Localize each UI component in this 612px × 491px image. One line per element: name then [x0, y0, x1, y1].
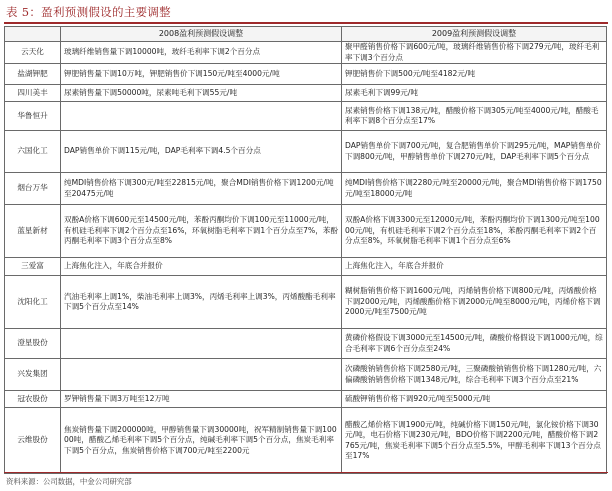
- adjustment-2009-cell: DAP销售单价下调700元/吨，复合肥销售单价下调295元/吨，MAP销售单价下调800元/吨，甲醇销售单价下调270元/吨，DAP毛利率下调5个百分点: [342, 131, 607, 173]
- table-row: [5, 64, 607, 85]
- table-row: [5, 408, 607, 474]
- table-row: [5, 391, 607, 408]
- adjustment-2008-cell: [61, 359, 342, 391]
- adjustment-2009-cell: 双酚A价格下调3300元至12000元/吨，苯酚丙酮均价下调1300元/吨至10000元/吨，有机硅毛利率下调2个百分点至18%，苯酚丙酮毛利率下调2个百分点至8%，环氧树脂毛利率下调1个百分点至6%: [342, 205, 607, 258]
- table-row: [5, 85, 607, 102]
- table-row: [5, 205, 607, 258]
- adjustment-2009-cell: 尿素毛利下调99元/吨: [342, 85, 607, 102]
- adjustment-2009-cell: 硫酸钾销售价格下调920元/吨至5000元/吨: [342, 391, 607, 408]
- company-name-cell: 云天化: [5, 42, 61, 64]
- adjustment-2008-cell: 汽油毛利率上调1%，柴油毛利率上调3%，丙烯毛利率上调3%，丙烯酸酯毛利率下调5个百分点至14%: [61, 276, 342, 329]
- bottom-rule: [4, 472, 608, 473]
- adjustment-2008-cell: [61, 102, 342, 131]
- adjustment-2008-cell: [61, 329, 342, 359]
- company-name-cell: 华鲁恒升: [5, 102, 61, 131]
- adjustment-2008-cell: 双酚A价格下调600元至14500元/吨，苯酚丙酮均价下调100元至11000元/吨，有机硅毛利率下调2个百分点至16%，环氧树脂毛利率下调1个百分点至7%，苯酚丙酮毛利率下调3个百分点至8%: [61, 205, 342, 258]
- company-name-cell: 兴发集团: [5, 359, 61, 391]
- company-name-cell: 沈阳化工: [5, 276, 61, 329]
- adjustment-2008-cell: 尿素销售量下调50000吨，尿素吨毛利下调55元/吨: [61, 85, 342, 102]
- adjustment-2009-cell: 黄磷价格假设下调3000元至14500元/吨，磷酸价格假设下调1000元/吨，综合毛利率下调6个百分点至24%: [342, 329, 607, 359]
- adjustment-2009-cell: 次磷酸钠销售价格下调2580元/吨，三聚磷酸钠销售价格下调1280元/吨，六偏磷酸钠销售价格下调1348元/吨，综合毛利率下调3个百分点至21%: [342, 359, 607, 391]
- header-2009: 2009盈利预测假设调整: [342, 27, 607, 42]
- company-name-cell: 冠农股份: [5, 391, 61, 408]
- adjustment-2009-cell: 尿素销售价格下调138元/吨，醋酸价格下调305元/吨至4000元/吨，醋酸毛利率下调8个百分点至17%: [342, 102, 607, 131]
- adjustment-2008-cell: 上海焦化注入，年底合并报价: [61, 258, 342, 276]
- table-row: [5, 329, 607, 359]
- adjustment-2009-cell: 糊树脂销售价格下调1600元/吨，丙烯销售价格下调800元/吨，丙烯酸价格下调2000元/吨，丙烯酸酯价格下调2000元/吨至8000元/吨，丙烯价格下调2000元/吨至7500元/吨: [342, 276, 607, 329]
- table-title: 表 5：盈利预测假设的主要调整: [6, 5, 171, 19]
- table-row: [5, 359, 607, 391]
- adjustment-2008-cell: 焦炭销售量下调200000吨，甲醇销售量下调30000吨，祝军精制销售量下调10000吨，醋酸乙烯毛利率下调5个百分点，纯碱毛利率下调5个百分点，焦炭毛利率下调5个百分点，焦炭销售价格下调700元/吨至2200元: [61, 408, 342, 474]
- header-2008: 2008盈利预测假设调整: [61, 27, 342, 42]
- adjustment-2008-cell: 罗钾销售量下调3万吨至12万吨: [61, 391, 342, 408]
- table-row: [5, 102, 607, 131]
- adjustment-2008-cell: DAP销售单价下调115元/吨，DAP毛利率下调4.5个百分点: [61, 131, 342, 173]
- company-name-cell: 烟台万华: [5, 173, 61, 205]
- adjustment-2009-cell: 聚甲醛销售价格下调600元/吨，玻璃纤维销售价格下调279元/吨，玻纤毛利率下调3个百分点: [342, 42, 607, 64]
- table-row: [5, 173, 607, 205]
- header-row: [5, 27, 607, 42]
- adjustment-2009-cell: 上海焦化注入，年底合并报价: [342, 258, 607, 276]
- company-name-cell: 蓝星新材: [5, 205, 61, 258]
- source-note: 资料来源：公司数据，中金公司研究部: [6, 477, 132, 486]
- adjustment-2009-cell: 纯MDI销售价格下调2280元/吨至20000元/吨，聚合MDI销售价格下调1750元/吨至18000元/吨: [342, 173, 607, 205]
- table-row: [5, 42, 607, 64]
- company-name-cell: 四川美丰: [5, 85, 61, 102]
- adjustment-2009-cell: 醋酸乙烯价格下调1900元/吨，纯碱价格下调150元/吨，氯化铵价格下调30元/吨，电石价格下调230元/吨，BDO价格下调2200元/吨，醋酸价格下调2765元/吨，焦炭毛利率下调5个百分点至5.5%，甲醇毛利率下调13个百分点至17%: [342, 408, 607, 474]
- company-name-cell: 澄星股份: [5, 329, 61, 359]
- adjustment-table: [4, 26, 607, 474]
- table-row: [5, 131, 607, 173]
- adjustment-2009-cell: 钾肥销售价下调500元/吨至4182元/吨: [342, 64, 607, 85]
- table-row: [5, 258, 607, 276]
- adjustment-2008-cell: 玻璃纤维销售量下调10000吨，玻纤毛利率下调2个百分点: [61, 42, 342, 64]
- company-name-cell: 六国化工: [5, 131, 61, 173]
- company-name-cell: 盐湖钾肥: [5, 64, 61, 85]
- adjustment-2008-cell: 纯MDI销售价格下调300元/吨至22815元/吨，聚合MDI销售价格下调1200元/吨至20475元/吨: [61, 173, 342, 205]
- table-row: [5, 276, 607, 329]
- header-company: [5, 27, 61, 42]
- adjustment-2008-cell: 钾肥销售量下调10万吨，钾肥销售价下调150元/吨至4000元/吨: [61, 64, 342, 85]
- title-rule: [4, 22, 608, 24]
- company-name-cell: 三爱富: [5, 258, 61, 276]
- company-name-cell: 云维股份: [5, 408, 61, 474]
